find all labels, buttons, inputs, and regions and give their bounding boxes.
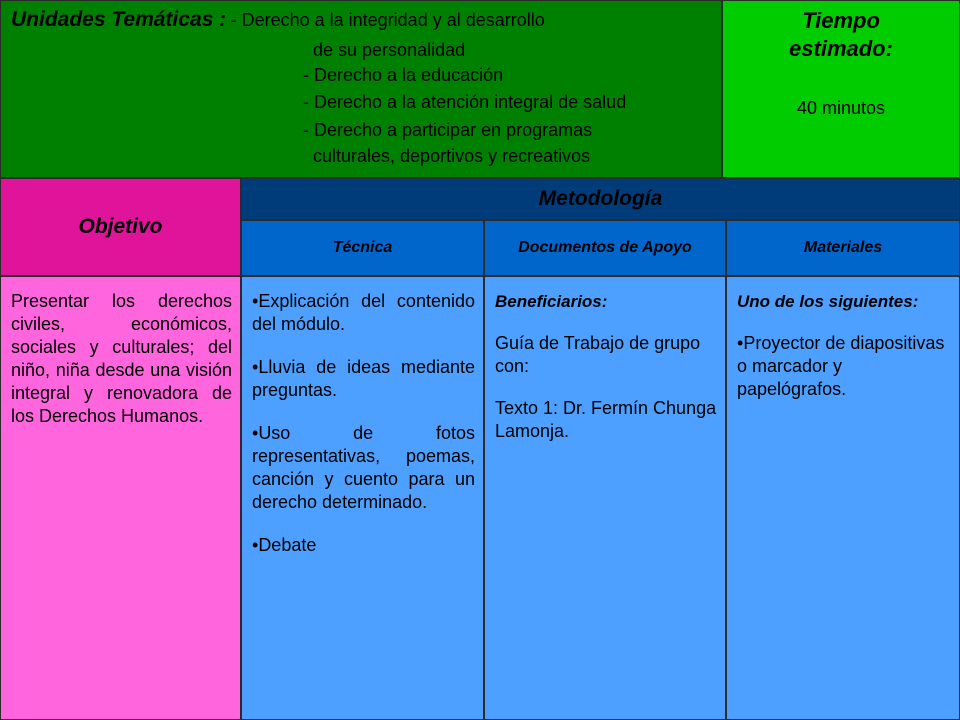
tecnica-item bbox=[252, 534, 475, 557]
tecnica-header: Técnica bbox=[241, 220, 484, 276]
tecnica-item-text: Explicación del contenido del módulo. bbox=[252, 291, 475, 334]
tecnica-item-text: Debate bbox=[258, 535, 317, 555]
materiales-item bbox=[737, 332, 951, 401]
unidades-line-2: de su personalidad bbox=[303, 40, 466, 60]
documentos-header-text: Documentos de Apoyo bbox=[518, 239, 692, 256]
tecnica-item bbox=[252, 422, 475, 514]
tiempo-value: 40 minutos bbox=[796, 98, 886, 118]
unidades-line-3: - Derecho a la educación bbox=[303, 65, 504, 85]
texto-ref: Texto 1: Dr. Fermín Chunga Lamonja. bbox=[495, 398, 717, 441]
metodologia-header: Metodología bbox=[241, 178, 960, 220]
tecnica-item-text: Uso de fotos representativas, poemas, canción y cuento para un derecho determinado. bbox=[252, 423, 475, 512]
objetivo-content bbox=[0, 276, 241, 720]
materiales-header: Materiales bbox=[726, 220, 960, 276]
unidades-tematicas-cell bbox=[0, 0, 722, 178]
unidades-line-6: culturales, deportivos y recreativos bbox=[303, 146, 591, 166]
unidades-line-1: - Derecho a la integridad y al desarrollo bbox=[230, 10, 545, 30]
beneficiarios-heading: Beneficiarios: bbox=[495, 292, 608, 311]
materiales-heading: Uno de los siguientes: bbox=[737, 292, 919, 311]
tiempo-heading bbox=[723, 7, 959, 63]
guia-text: Guía de Trabajo de grupo con: bbox=[495, 333, 701, 376]
tiempo-estimado-cell bbox=[722, 0, 960, 178]
documentos-content bbox=[484, 276, 726, 720]
documentos-header bbox=[484, 220, 726, 276]
objetivo-text: Presentar los derechos civiles, económicos, sociales y culturales; del niño, niña desde una visión integral y renovadora de los Derechos Humanos. bbox=[11, 291, 232, 426]
tecnica-item bbox=[252, 356, 475, 402]
tecnica-item bbox=[252, 290, 475, 336]
tecnica-item-text: Lluvia de ideas mediante preguntas. bbox=[252, 357, 475, 400]
unidades-title: Unidades Temáticas : bbox=[11, 8, 227, 31]
unidades-line-4: - Derecho a la atención integral de salud bbox=[303, 92, 627, 112]
materiales-content bbox=[726, 276, 960, 720]
unidades-line-5: - Derecho a participar en programas bbox=[303, 120, 593, 140]
objetivo-header: Objetivo bbox=[0, 178, 241, 276]
tecnica-content bbox=[241, 276, 484, 720]
materiales-item-text: Proyector de diapositivas o marcador y papelógrafos. bbox=[737, 333, 945, 399]
tiempo-heading-text: Tiempo estimado: bbox=[789, 8, 893, 61]
